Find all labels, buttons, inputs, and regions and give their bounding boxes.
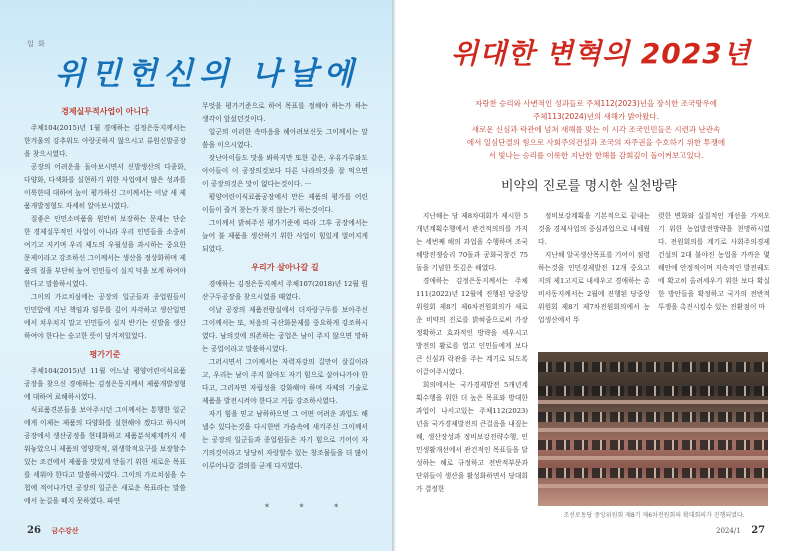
paragraph: 일군의 이러한 속마음을 헤아려보신듯 그이께서는 말씀을 이으시였다. bbox=[202, 128, 368, 149]
paragraph: 그이의 가르치심에는 공장의 일군들과 종업원들이 인민앞에 지닌 책임과 임무를 깊이 자각하고 생산일면에서 치우치지 말고 인민들이 실지 반기는 신발을 생산하여야 한다는 숭고한 뜻이 담겨져있었다. bbox=[24, 293, 186, 340]
left-column-2 bbox=[202, 100, 368, 495]
intro-lead bbox=[416, 97, 776, 162]
paragraph: 주체104(2015)년 11월 어느날 평양어린이식료품공장을 찾으신 경애하는 김정은동지께서 제품개발정형에 대하여 료해하시였다. bbox=[24, 367, 186, 401]
photo-desk bbox=[538, 456, 768, 460]
section-subtitle: 비약의 진로를 명시한 실천방략 bbox=[501, 179, 677, 194]
paragraph: 잣난아이들도 맛을 봐하지만 또한 같은, 우유가루와도 아이들이 이 공장의것보다 다른 나라의것을 잘 먹으면 이 공장의것은 맛이 없다는것이다. ··· bbox=[202, 154, 368, 188]
intro-line: 자랑찬 승리와 사변적인 성과들로 주체112(2023)년을 장식한 조국땅우에 bbox=[475, 99, 717, 108]
photo-caption: 조선로동당 중앙위원회 제8기 제6차전원회의 확대회의가 진행되였다. bbox=[563, 512, 745, 519]
photo-desk bbox=[538, 400, 768, 404]
issue-date: 2024/1 bbox=[716, 527, 741, 535]
publication-name: 금수강산 bbox=[51, 527, 79, 535]
right-page bbox=[396, 0, 787, 551]
paragraph: 그러시면서 그이께서는 자력자강의 길만이 살길이라고, 우리는 남이 주지 않아도 자기 힘으로 살아나가야 한다고, 그러자면 자립성을 강화해야 하며 자체의 기술로 제품을 발전시켜야 한다고 거듭 강조하시였다. bbox=[202, 358, 368, 405]
right-column-3 bbox=[658, 210, 770, 348]
paragraph: 식료품견본들을 보아주시던 그이께서는 통행한 일군에게 이제는 제품의 다양화를 실현해야 겠다고 하시며 공장에서 생산공정을 현대화하고 제품분석체계까지 세워놓았으니 제품의 영양학적, 위생학적요구를 보장할수 있는 조건에서 제품을 맛있게 만들기 위한 새로운 목표를 세워야 한다고 말씀하시였다. 그이의 가르치심을 수첩에 적어나가던 공장의 일군은 새로운 목표라는 말씀에서 눈길을 떼지 못하였다. 파연 bbox=[24, 406, 186, 505]
paragraph: 지난해는 당 제8차대회가 제시한 5개년계획수행에서 관건적의의를 가지는 세번째 해의 과업을 수행하며 조국해방전쟁승리 70돌과 공화국창건 75돌을 기념한 뜻깊은 해였다. bbox=[416, 212, 528, 272]
page-number: 27 bbox=[751, 525, 766, 536]
plenary-meeting-photo bbox=[538, 352, 768, 506]
paragraph: 이날 공장의 제품전람실에서 더자랑구두를 보아주신 그이께서는 또, 처음의 국산화문제를 중요하게 강조하시였다. 남의것에 의존하는 공업은 남이 주지 않으면 망하는 공업이라고 말씀하시였다. bbox=[202, 306, 368, 353]
paragraph: 경애하는 김정은동지께서는 주체111(2022)년 12월에 진행된 당중앙위원회 제8기 제6차전원회의가 새로운 비약의 진로를 밝혀줌으로써 가장 정확하고 효과적인 방략을 세우시고 방전의 활로를 열고 인민들에게 보다 큰 신심과 락관을 주는 계기로 되도록 이끌어주시였다. bbox=[416, 277, 528, 376]
intro-line: 에서 일심단결의 힘으로 사회주의건설과 조국의 자주권을 수호하기 위한 투쟁에 bbox=[466, 138, 726, 147]
page-number: 26 bbox=[27, 525, 41, 536]
paragraph: 회의에서는 국가경제발전 5개년계획수행을 위한 더 높은 목표와 방대한 과업이 나서고있는 주체112(2023)년을 국가경제발전의 큰걸음을 내짚는 해, 생산장성과 정비보강전략수행, 인민생활개선에서 관건적인 목표들을 달성하는 해로 규정하고 전반적부문과 단위들이 생산을 활성화하면서 당대회가 결정한 bbox=[416, 381, 528, 493]
paragraph: 주체104(2015)년 1월 경애하는 김정은동지께서는 한겨울의 강추위도 아랑곳하지 않으시고 류원신발공장을 찾으시였다. bbox=[24, 124, 186, 158]
paragraph: 공장의 어려운을 돌아보시면서 신발생산의 다종화, 다양화, 다색화를 실현하기 위한 사업에서 많은 성과를 이룩한데 대하여 높이 평가하신 그이께서는 이날 새 제품개발정형도 자세히 알아보시였다. bbox=[24, 163, 186, 210]
heading-our-way: 우리가 살아나갈 길 bbox=[251, 263, 319, 272]
photo-row bbox=[538, 440, 768, 450]
paragraph: 그이께서 밝혀주신 평가기준에 따라 그후 공장에서는 늘어 불 제품을 생산하기 위한 사업이 힘있게 벌어지게 되였다. bbox=[202, 219, 368, 253]
photo-row bbox=[538, 412, 768, 422]
photo-row bbox=[538, 468, 768, 478]
right-folio bbox=[716, 525, 765, 536]
intro-line: 서 빛나는 승리를 이룩한 지난한 한해를 감회깊이 돌이켜보고있다. bbox=[488, 151, 704, 160]
photo-row bbox=[538, 386, 768, 396]
paragraph: 지난해 알곡생산목표를 기어이 점령하는것을 인민경제발전 12개 중요고지의 제1고지로 내세우고 경애하는 총비서동지께서는 2월에 진행된 당중앙위원회 제8기 제7차전원회의에서 농업생산에서 뚜 bbox=[538, 251, 650, 324]
paragraph: 질좋은 인민소비품을 원만히 보장하는 문제는 단순한 경제실무적인 사업이 아니라 우리 인민들을 소중히 여기고 지키며 우리 제도의 우월성을 과시하는 중요한 문제이라고 강조하신 그이께서는 생산을 정상화하며 제품의 질을 부단히 높여 인민들이 실지 덕을 보게 하여야 한다고 말씀하시였다. bbox=[24, 215, 186, 288]
section-label: 일 화 bbox=[27, 40, 46, 48]
right-column-1 bbox=[416, 210, 528, 515]
section-divider-stars: * * * bbox=[265, 503, 353, 512]
right-column-2 bbox=[538, 210, 650, 348]
intro-line: 새로운 신심과 락관에 넘쳐 새해를 맞는 이 시각 조국인민들은 시련과 난관속 bbox=[471, 125, 721, 134]
paragraph: 평양어린이식료품공장에서 만든 제품의 평가를 어린이들이 즐겨 찾는가 찾지 않는가 하는것이다. bbox=[202, 193, 368, 214]
paragraph: 무엇을 평가기준으로 하여 목표를 정해야 하는가 하는 생각이 앞섰던것이다. bbox=[202, 102, 368, 123]
intro-line: 주체113(2024)년의 새해가 밝아왔다. bbox=[532, 112, 660, 121]
photo-desk bbox=[538, 484, 768, 488]
paragraph: 자기 힘을 믿고 남하하으면 그 어떤 어려운 과업도 해낼수 있다는것을 다시한번 가슴속에 새겨주신 그이께서는 공장의 일군들과 종업원들은 자기 힘으로 기어이 자기의것이라고 당당히 자랑할수 있는 창조물들을 더 많이 이루어나갈 결의를 굳게 다지였다. bbox=[202, 410, 368, 470]
paragraph: 정비보강계획을 기본적으로 끝내는것을 경제사업의 중심과업으로 내세웠다. bbox=[538, 212, 650, 246]
paragraph: 경애하는 김정은동지께서 주체107(2018)년 12월 원산구두공장을 찾으시였을 때였다. bbox=[202, 280, 368, 301]
left-folio bbox=[27, 525, 79, 536]
left-page bbox=[0, 0, 392, 551]
heading-evaluation: 평가기준 bbox=[89, 350, 121, 359]
photo-desk bbox=[538, 428, 768, 432]
paragraph: 렷한 변화와 실질적인 개선을 가져오기 위한 농업발전방략을 천명하시였다. 전원회의를 계기로 사회주의경제건설의 2대 불야진 농업을 가까운 몇해안에 안정적이며 지속적인 발전궤도에 확고히 올려세우기 위한 보다 확실한 방안들을 확정하고 국가의 전반적투쟁을 촉진시킴수 있는 전환점이 마 bbox=[658, 212, 770, 311]
photo-row bbox=[538, 362, 768, 372]
heading-economic: 경제실무적사업이 아니다 bbox=[61, 107, 149, 116]
left-column-1 bbox=[24, 100, 186, 505]
right-page-title: 위대한 변혁의 2023년 bbox=[451, 37, 751, 70]
left-page-title: 위민헌신의 나날에 bbox=[55, 56, 360, 92]
